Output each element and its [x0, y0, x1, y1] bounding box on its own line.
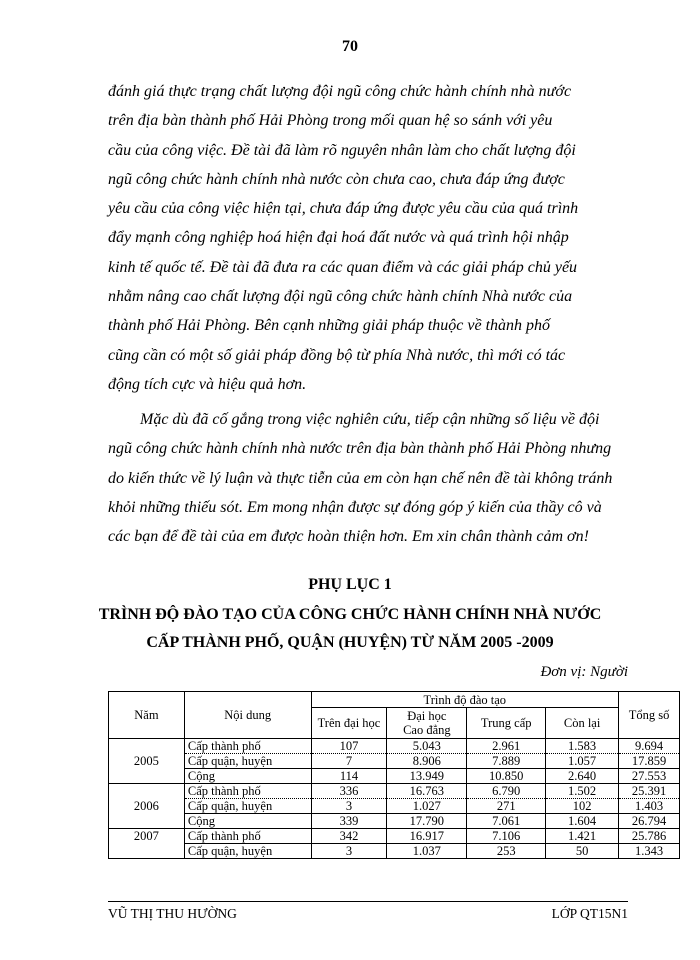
value-cell: 1.403	[619, 799, 680, 814]
text-line: kinh tế quốc tế. Đề tài đã đưa ra các quan điểm và các giải pháp chủ yếu	[108, 258, 578, 276]
content-cell: Cấp quận, huyện	[184, 799, 311, 814]
content-cell: Cấp thành phố	[184, 784, 311, 799]
year-cell: 2006	[109, 784, 185, 829]
value-cell: 1.027	[387, 799, 467, 814]
value-cell: 7.106	[467, 829, 546, 844]
appendix-subtitle-line1: TRÌNH ĐỘ ĐÀO TẠO CỦA CÔNG CHỨC HÀNH CHÍNH NHÀ NƯỚC	[98, 606, 602, 623]
table-row	[109, 814, 680, 829]
text-line: cũng cần có một số giải pháp đồng bộ từ phía Nhà nước, thì mới có tác	[108, 346, 566, 364]
table-row	[109, 799, 680, 814]
value-cell: 13.949	[387, 769, 467, 784]
text-line: thành phố Hải Phòng. Bên cạnh những giải pháp thuộc về thành phố	[108, 317, 551, 335]
paragraph-conclusion	[108, 77, 628, 399]
value-cell: 17.790	[387, 814, 467, 829]
footer-divider	[108, 901, 628, 902]
value-cell: 102	[546, 799, 619, 814]
value-cell: 1.037	[387, 844, 467, 859]
header-above-university: Trên đại học	[311, 708, 387, 739]
value-cell: 7.061	[467, 814, 546, 829]
value-cell: 1.604	[546, 814, 619, 829]
text-line: do kiến thức về lý luận và thực tiễn của em còn hạn chế nên đề tài không tránh	[108, 469, 613, 487]
value-cell: 25.786	[619, 829, 680, 844]
header-remaining: Còn lại	[546, 708, 619, 739]
value-cell: 1.057	[546, 754, 619, 769]
text-line: khỏi những thiếu sót. Em mong nhận được sự đóng góp ý kiến của thầy cô và	[108, 498, 602, 516]
value-cell: 336	[311, 784, 387, 799]
value-cell: 107	[311, 739, 387, 754]
table-row	[109, 784, 680, 799]
value-cell: 271	[467, 799, 546, 814]
value-cell: 8.906	[387, 754, 467, 769]
appendix-subtitle-line2: CẤP THÀNH PHỐ, QUẬN (HUYỆN) TỪ NĂM 2005 -2009	[146, 634, 554, 651]
text-line: ngũ công chức hành chính nhà nước còn chưa cao, chưa đáp ứng được	[108, 170, 565, 188]
value-cell: 16.763	[387, 784, 467, 799]
paragraph-acknowledgement	[108, 405, 628, 551]
footer-author: VŨ THỊ THU HƯỜNG	[108, 906, 237, 921]
value-cell: 17.859	[619, 754, 680, 769]
table-row	[109, 844, 680, 859]
value-cell: 2.640	[546, 769, 619, 784]
unit-label: Đơn vị: Người	[540, 664, 628, 680]
text-line: cầu của công việc. Đề tài đã làm rõ nguyên nhân làm cho chất lượng đội	[108, 141, 576, 159]
training-level-table	[108, 691, 680, 859]
value-cell: 339	[311, 814, 387, 829]
value-cell: 114	[311, 769, 387, 784]
header-intermediate: Trung cấp	[467, 708, 546, 739]
value-cell: 16.917	[387, 829, 467, 844]
value-cell: 3	[311, 844, 387, 859]
table-row	[109, 769, 680, 784]
text-line: đẩy mạnh công nghiệp hoá hiện đại hoá đất nước và quá trình hội nhập	[108, 229, 569, 247]
content-cell: Cấp thành phố	[184, 739, 311, 754]
value-cell: 10.850	[467, 769, 546, 784]
table-row	[109, 739, 680, 754]
text-line: Mặc dù đã cố gắng trong việc nghiên cứu, tiếp cận những số liệu về đội	[140, 411, 600, 428]
text-line: yêu cầu của công việc hiện tại, chưa đáp ứng được yêu cầu của quá trình	[108, 200, 579, 218]
value-cell: 1.502	[546, 784, 619, 799]
value-cell: 3	[311, 799, 387, 814]
value-cell: 2.961	[467, 739, 546, 754]
value-cell: 7.889	[467, 754, 546, 769]
value-cell: 5.043	[387, 739, 467, 754]
value-cell: 7	[311, 754, 387, 769]
text-line: các bạn để đề tài của em được hoàn thiện hơn. Em xin chân thành cảm ơn!	[108, 528, 589, 546]
appendix-title: PHỤ LỤC 1	[308, 576, 392, 593]
content-cell: Cộng	[184, 814, 311, 829]
footer-class: LỚP QT15N1	[551, 906, 628, 921]
value-cell: 1.583	[546, 739, 619, 754]
year-cell: 2005	[109, 739, 185, 784]
text-line: trên địa bàn thành phố Hải Phòng trong mối quan hệ so sánh với yêu	[108, 112, 553, 130]
text-line: đánh giá thực trạng chất lượng đội ngũ công chức hành chính nhà nước	[108, 83, 572, 100]
content-cell: Cấp quận, huyện	[184, 754, 311, 769]
value-cell: 1.421	[546, 829, 619, 844]
header-university-line1: Đại học	[407, 709, 447, 723]
text-line: nhằm nâng cao chất lượng đội ngũ công chức hành chính Nhà nước của	[108, 288, 573, 306]
content-cell: Cộng	[184, 769, 311, 784]
value-cell: 342	[311, 829, 387, 844]
value-cell: 25.391	[619, 784, 680, 799]
year-cell: 2007	[109, 829, 185, 859]
text-line: ngũ công chức hành chính nhà nước trên địa bàn thành phố Hải Phòng nhưng	[108, 440, 612, 458]
header-content: Nội dung	[184, 692, 311, 739]
content-cell: Cấp quận, huyện	[184, 844, 311, 859]
value-cell: 6.790	[467, 784, 546, 799]
content-cell: Cấp thành phố	[184, 829, 311, 844]
text-line: động tích cực và hiệu quả hơn.	[108, 375, 307, 393]
page-number: 70	[342, 38, 358, 55]
header-year: Năm	[109, 692, 185, 739]
value-cell: 26.794	[619, 814, 680, 829]
table-row	[109, 754, 680, 769]
value-cell: 9.694	[619, 739, 680, 754]
table-row	[109, 829, 680, 844]
header-total: Tổng số	[619, 692, 680, 739]
value-cell: 253	[467, 844, 546, 859]
header-training-level: Trình độ đào tạo	[311, 692, 618, 708]
value-cell: 27.553	[619, 769, 680, 784]
value-cell: 50	[546, 844, 619, 859]
value-cell: 1.343	[619, 844, 680, 859]
table-header-row	[109, 692, 680, 708]
header-university	[387, 708, 467, 739]
header-university-line2: Cao đẳng	[403, 723, 451, 737]
